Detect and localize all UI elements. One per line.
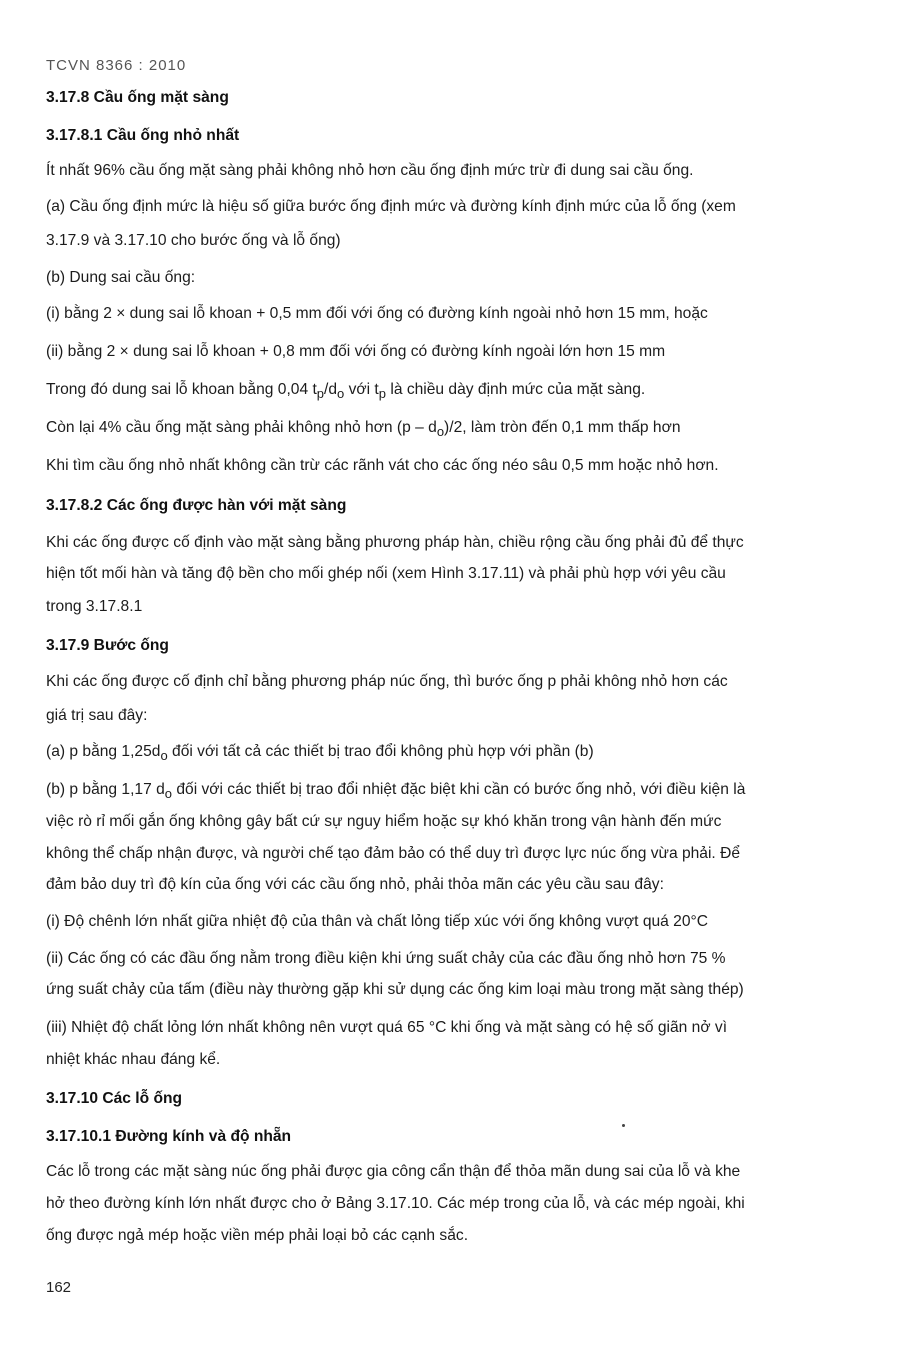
text-run: (a) p bằng 1,25d — [46, 743, 161, 760]
paragraph-line: (i) bằng 2 × dung sai lỗ khoan + 0,5 mm đối với ống có đường kính ngoài nhỏ hơn 15 mm, hoặc — [46, 305, 708, 322]
paragraph-line: nhiệt khác nhau đáng kể. — [46, 1051, 221, 1068]
section-heading-3-17-10: 3.17.10 Các lỗ ống — [46, 1090, 183, 1107]
paragraph-line: 3.17.9 và 3.17.10 cho bước ống và lỗ ống) — [46, 232, 341, 249]
paragraph-line: không thể chấp nhận được, và người chế tạo đảm bảo có thể duy trì được lực núc ống vừa phải. Để — [46, 845, 741, 862]
paragraph-line: Khi tìm cầu ống nhỏ nhất không cần trừ các rãnh vát cho các ống néo sâu 0,5 mm hoặc nhỏ hơn. — [46, 457, 719, 474]
section-heading-3-17-8: 3.17.8 Cầu ống mặt sàng — [46, 89, 229, 106]
page-number: 162 — [46, 1279, 72, 1296]
subscript: p — [378, 386, 387, 402]
paragraph-line: (a) Cầu ống định mức là hiệu số giữa bước ống định mức và đường kính định mức của lỗ ống (xem — [46, 198, 736, 215]
subscript: o — [337, 386, 345, 402]
section-heading-3-17-8-2: 3.17.8.2 Các ống được hàn với mặt sàng — [46, 497, 347, 514]
text-run: là chiều dày định mức của mặt sàng. — [386, 381, 646, 398]
paragraph-line: Khi các ống được cố định vào mặt sàng bằng phương pháp hàn, chiều rộng cầu ống phải đủ để thực — [46, 534, 744, 551]
paragraph-line: giá trị sau đây: — [46, 707, 148, 724]
subscript: o — [160, 748, 168, 764]
paragraph-line: Các lỗ trong các mặt sàng núc ống phải được gia công cẩn thận để thỏa mãn dung sai của lỗ và khe — [46, 1163, 741, 1180]
standard-code-header: TCVN 8366 : 2010 — [46, 57, 187, 74]
section-heading-3-17-8-1: 3.17.8.1 Cầu ống nhỏ nhất — [46, 127, 240, 144]
paragraph-line — [46, 780, 745, 804]
paragraph-line — [46, 418, 681, 442]
text-run: với t — [344, 381, 379, 398]
paragraph-line: (iii) Nhiệt độ chất lỏng lớn nhất không nên vượt quá 65 °C khi ống và mặt sàng có hệ số giãn nở vì — [46, 1019, 728, 1036]
paragraph-line: (ii) bằng 2 × dung sai lỗ khoan + 0,8 mm đối với ống có đường kính ngoài lớn hơn 15 mm — [46, 343, 666, 360]
paragraph-line: ứng suất chảy của tấm (điều này thường gặp khi sử dụng các ống kim loại màu trong mặt sàng thép) — [46, 981, 744, 998]
text-run: (b) p bằng 1,17 d — [46, 781, 165, 798]
text-run: Còn lại 4% cầu ống mặt sàng phải không nhỏ hơn (p – d — [46, 419, 437, 436]
subscript: o — [436, 424, 445, 440]
section-heading-3-17-9: 3.17.9 Bước ống — [46, 637, 169, 654]
paragraph-line: Ít nhất 96% cầu ống mặt sàng phải không nhỏ hơn cầu ống định mức trừ đi dung sai cầu ống. — [46, 162, 694, 179]
paragraph-line: (b) Dung sai cầu ống: — [46, 269, 196, 286]
text-run: /d — [324, 381, 338, 398]
scan-speck — [622, 1124, 625, 1127]
paragraph-line: Khi các ống được cố định chỉ bằng phương pháp núc ống, thì bước ống p phải không nhỏ hơn các — [46, 673, 728, 690]
paragraph-line: trong 3.17.8.1 — [46, 598, 143, 615]
subscript: o — [164, 786, 173, 802]
paragraph-line — [46, 742, 594, 766]
paragraph-line: hở theo đường kính lớn nhất được cho ở Bảng 3.17.10. Các mép trong của lỗ, và các mép ngoài, khi — [46, 1195, 745, 1212]
paragraph-line — [46, 380, 645, 404]
paragraph-line: việc rò rỉ mối gắn ống không gây bất cứ sự nguy hiểm hoặc sự khó khăn trong vận hành đến mức — [46, 813, 722, 830]
text-run: đối với tất cả các thiết bị trao đổi không phù hợp với phần (b) — [167, 743, 594, 760]
paragraph-line: (i) Độ chênh lớn nhất giữa nhiệt độ của thân và chất lỏng tiếp xúc với ống không vượt quá 20°C — [46, 913, 709, 930]
paragraph-line: (ii) Các ống có các đầu ống nằm trong điều kiện khi ứng suất chảy của các đầu ống nhỏ hơn 75 % — [46, 950, 726, 967]
section-heading-3-17-10-1: 3.17.10.1 Đường kính và độ nhẵn — [46, 1128, 292, 1145]
paragraph-line: ống được ngả mép hoặc viền mép phải loại bỏ các cạnh sắc. — [46, 1227, 469, 1244]
text-run: )/2, làm tròn đến 0,1 mm thấp hơn — [444, 419, 681, 436]
text-run: Trong đó dung sai lỗ khoan bằng 0,04 t — [46, 381, 317, 398]
text-run: đối với các thiết bị trao đổi nhiệt đặc biệt khi cần có bước ống nhỏ, với điều kiện là — [172, 781, 746, 798]
paragraph-line: đảm bảo duy trì độ kín của ống với các cầu ống nhỏ, phải thỏa mãn các yêu cầu sau đây: — [46, 876, 664, 893]
paragraph-line: hiện tốt mối hàn và tăng độ bền cho mối ghép nối (xem Hình 3.17.11) và phải phù hợp với yêu cầu — [46, 565, 726, 582]
subscript: p — [316, 386, 325, 402]
